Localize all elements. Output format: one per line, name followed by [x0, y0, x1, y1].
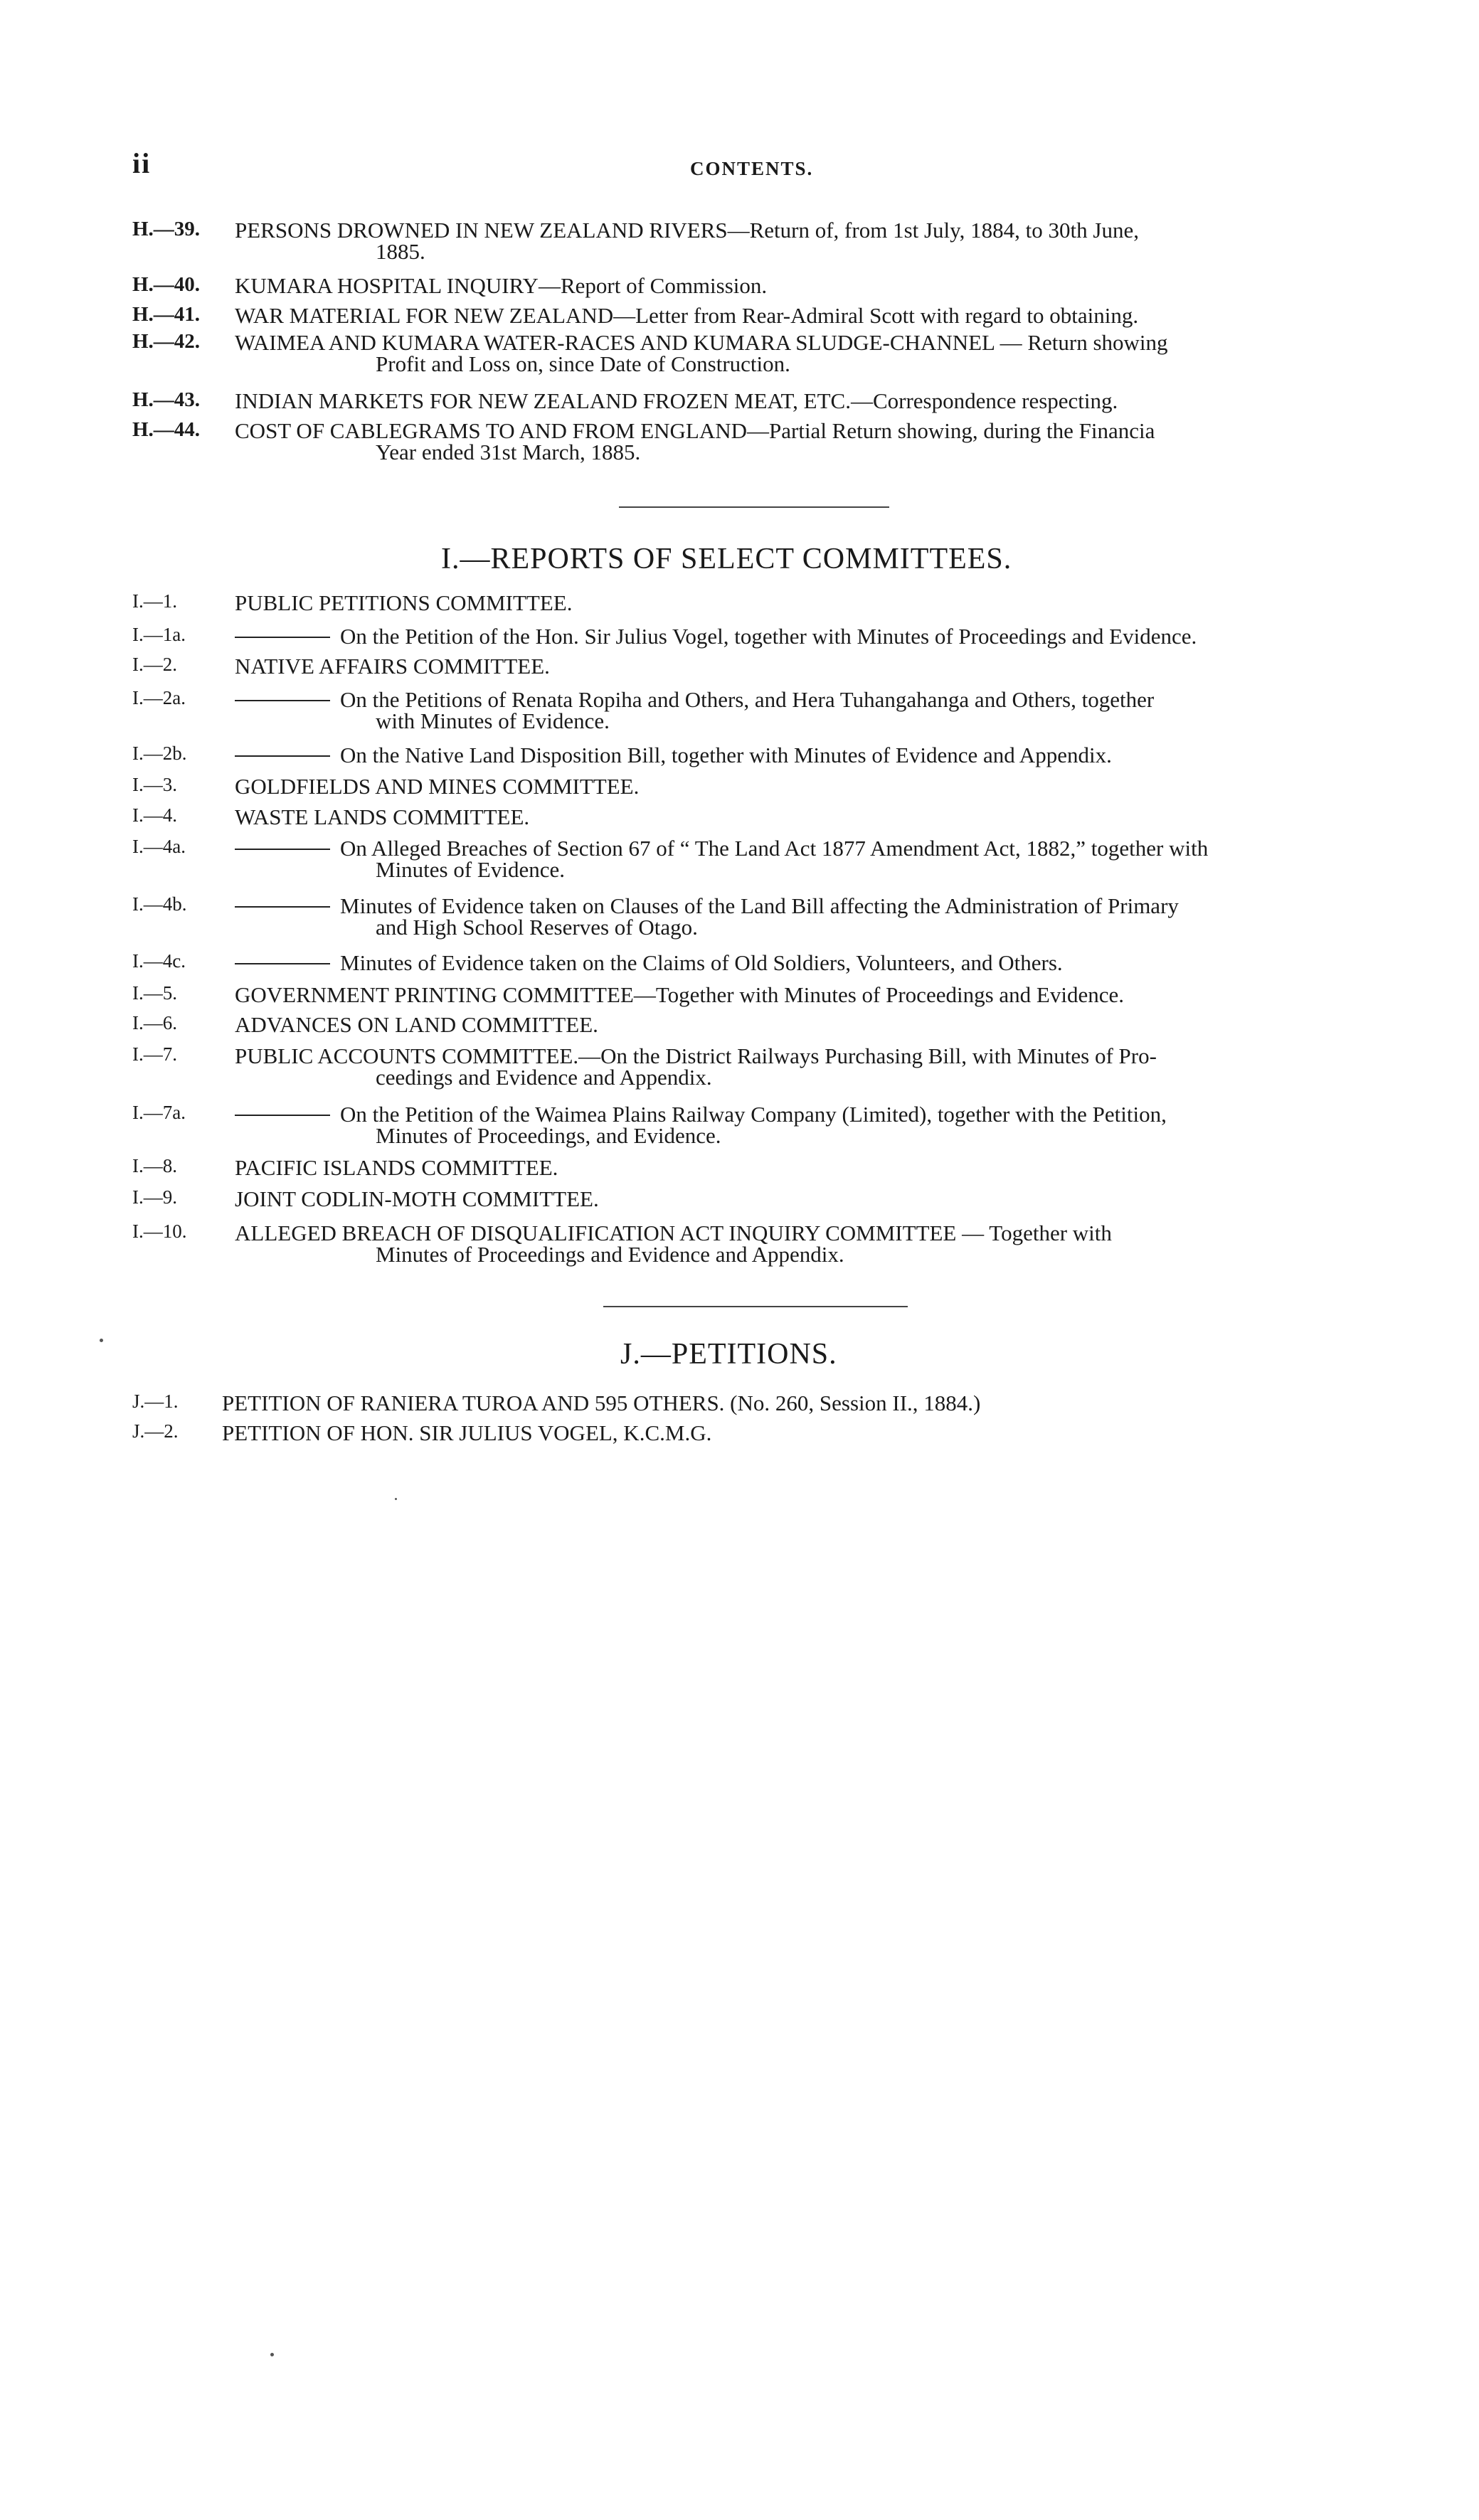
entry-code: I.—6.	[132, 1012, 177, 1033]
entry-title: ADVANCES ON LAND COMMITTEE.	[235, 1012, 598, 1037]
entry-title: WASTE LANDS COMMITTEE.	[235, 804, 530, 829]
page-number: ii	[132, 147, 152, 179]
entry-title: On the Petition of the Waimea Plains Railway Company (Limited), together with the Petition,	[340, 1102, 1167, 1127]
entry-code: I.—4b.	[132, 893, 187, 915]
entry-title: GOVERNMENT PRINTING COMMITTEE—Together with Minutes of Proceedings and Evidence.	[235, 982, 1124, 1007]
entry-code: H.—39.	[132, 218, 201, 240]
entry-title: KUMARA HOSPITAL INQUIRY—Report of Commission.	[235, 273, 768, 298]
entry-title: PACIFIC ISLANDS COMMITTEE.	[235, 1155, 558, 1180]
section-divider	[603, 1306, 908, 1307]
entry-code: H.—43.	[132, 388, 201, 411]
scan-speck	[270, 2353, 274, 2356]
entry-title: PUBLIC ACCOUNTS COMMITTEE.—On the District Railways Purchasing Bill, with Minutes of Pro-	[235, 1043, 1157, 1068]
ditto-dash	[235, 963, 330, 964]
entry-continuation: Minutes of Proceedings and Evidence and Appendix.	[376, 1242, 844, 1267]
entry-code: I.—4a.	[132, 836, 186, 857]
entry-title: GOLDFIELDS AND MINES COMMITTEE.	[235, 774, 640, 799]
entry-code: I.—7a.	[132, 1102, 186, 1123]
entry-title: INDIAN MARKETS FOR NEW ZEALAND FROZEN MEAT, ETC.—Correspondence respecting.	[235, 388, 1118, 413]
ditto-dash	[235, 637, 330, 638]
entry-title: Minutes of Evidence taken on the Claims of Old Soldiers, Volunteers, and Others.	[340, 950, 1063, 975]
entry-title: COST OF CABLEGRAMS TO AND FROM ENGLAND—Partial Return showing, during the Financia	[235, 418, 1155, 443]
entry-continuation: Profit and Loss on, since Date of Construction.	[376, 351, 790, 376]
entry-title: Minutes of Evidence taken on Clauses of the Land Bill affecting the Administration of Primary	[340, 893, 1179, 918]
entry-continuation: Year ended 31st March, 1885.	[376, 440, 641, 464]
entry-code: J.—1.	[132, 1391, 179, 1412]
ditto-dash	[235, 1115, 330, 1116]
entry-title: On Alleged Breaches of Section 67 of “ The Land Act 1877 Amendment Act, 1882,” together with	[340, 836, 1209, 861]
entry-title: PERSONS DROWNED IN NEW ZEALAND RIVERS—Return of, from 1st July, 1884, to 30th June,	[235, 218, 1139, 243]
ditto-dash	[235, 700, 330, 701]
entry-code: I.—1.	[132, 590, 177, 612]
entry-code: I.—4c.	[132, 950, 186, 972]
entry-continuation: ceedings and Evidence and Appendix.	[376, 1065, 712, 1090]
entry-title: PETITION OF RANIERA TUROA AND 595 OTHERS. (No. 260, Session II., 1884.)	[222, 1391, 981, 1415]
scan-speck	[100, 1339, 103, 1342]
entry-code: I.—4.	[132, 804, 177, 826]
entry-code: I.—9.	[132, 1186, 177, 1208]
entry-title: PETITION OF HON. SIR JULIUS VOGEL, K.C.M.G.	[222, 1420, 712, 1445]
ditto-dash	[235, 906, 330, 908]
scan-speck	[395, 1498, 397, 1500]
entry-code: I.—2.	[132, 654, 177, 675]
entry-code: I.—8.	[132, 1155, 177, 1176]
entry-title: ALLEGED BREACH OF DISQUALIFICATION ACT INQUIRY COMMITTEE — Together with	[235, 1221, 1112, 1245]
entry-code: H.—44.	[132, 418, 201, 441]
entry-title: WAR MATERIAL FOR NEW ZEALAND—Letter from Rear-Admiral Scott with regard to obtaining.	[235, 303, 1139, 328]
entry-code: I.—2a.	[132, 687, 186, 708]
entry-code: H.—42.	[132, 330, 201, 353]
entry-code: J.—2.	[132, 1420, 179, 1442]
section-heading-select-committees: I.—REPORTS OF SELECT COMMITTEES.	[441, 543, 1012, 575]
entry-code: H.—40.	[132, 273, 201, 296]
entry-code: I.—7.	[132, 1043, 177, 1065]
entry-continuation: with Minutes of Evidence.	[376, 708, 610, 733]
section-divider	[619, 506, 889, 508]
entry-code: I.—1a.	[132, 624, 186, 645]
section-heading-petitions: J.—PETITIONS.	[620, 1338, 837, 1371]
entry-code: I.—10.	[132, 1221, 187, 1242]
entry-title: JOINT CODLIN-MOTH COMMITTEE.	[235, 1186, 599, 1211]
entry-title: On the Petitions of Renata Ropiha and Others, and Hera Tuhangahanga and Others, together	[340, 687, 1155, 712]
entry-code: H.—41.	[132, 303, 201, 326]
ditto-dash	[235, 849, 330, 850]
entry-title: PUBLIC PETITIONS COMMITTEE.	[235, 590, 573, 615]
entry-continuation: 1885.	[376, 239, 425, 264]
entry-title: NATIVE AFFAIRS COMMITTEE.	[235, 654, 550, 679]
entry-code: I.—3.	[132, 774, 177, 795]
entry-code: I.—2b.	[132, 743, 187, 764]
entry-continuation: Minutes of Proceedings, and Evidence.	[376, 1123, 721, 1148]
running-title: CONTENTS.	[690, 158, 814, 179]
entry-title: On the Petition of the Hon. Sir Julius Vogel, together with Minutes of Proceedings and Evidence.	[340, 624, 1197, 649]
entry-code: I.—5.	[132, 982, 177, 1004]
entry-continuation: Minutes of Evidence.	[376, 857, 566, 882]
entry-title: WAIMEA AND KUMARA WATER-RACES AND KUMARA SLUDGE-CHANNEL — Return showing	[235, 330, 1168, 355]
entry-continuation: and High School Reserves of Otago.	[376, 915, 698, 940]
ditto-dash	[235, 755, 330, 757]
entry-title: On the Native Land Disposition Bill, together with Minutes of Evidence and Appendix.	[340, 743, 1112, 767]
